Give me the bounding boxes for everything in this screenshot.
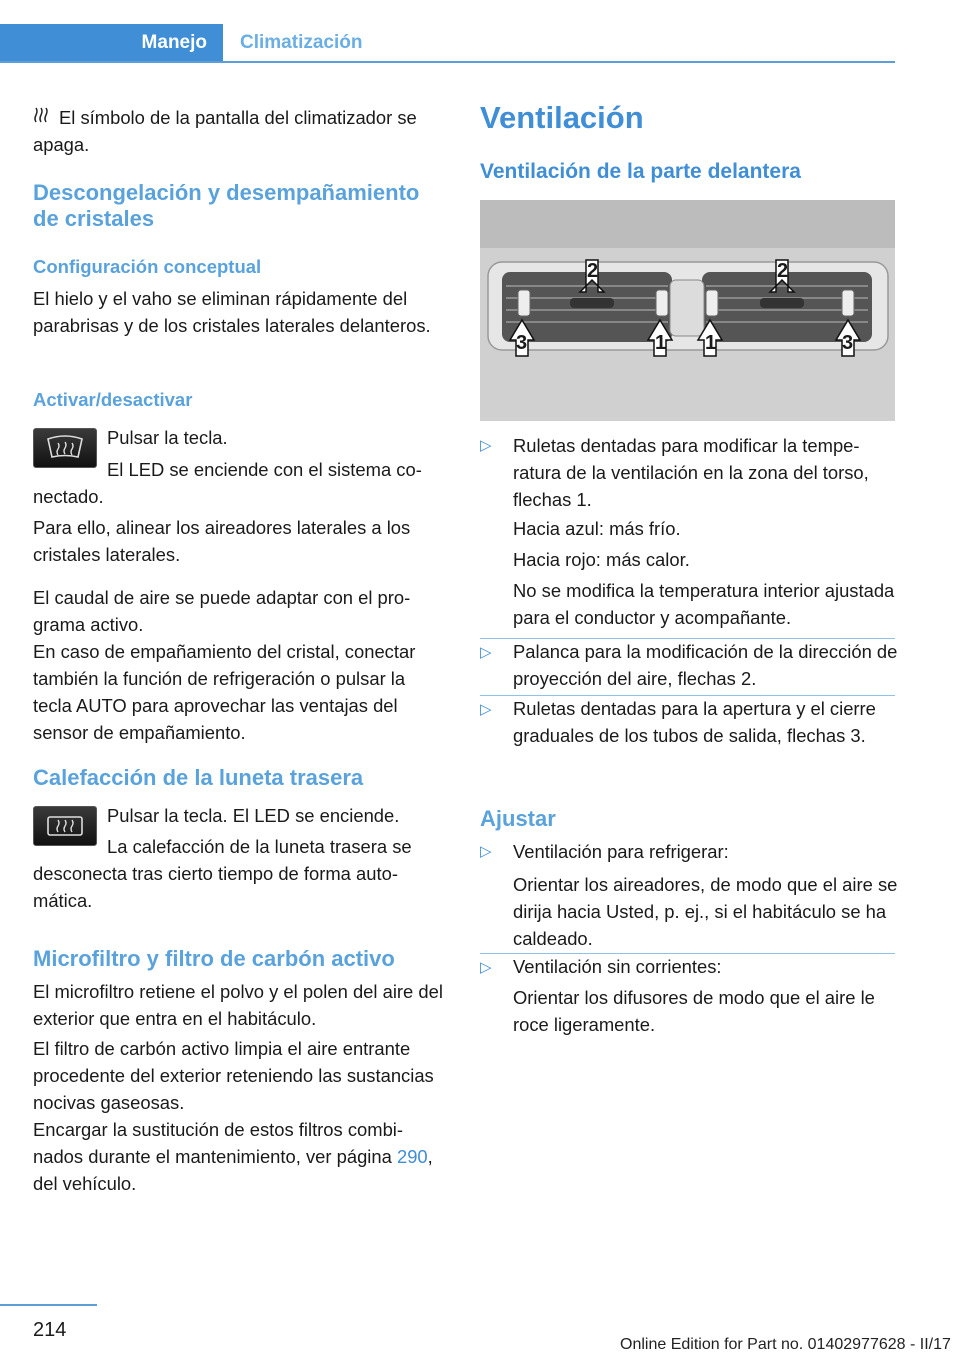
figure-label: 2	[777, 260, 789, 282]
figure-label: 3	[516, 332, 528, 354]
heading-ventilacion-delantera: Ventilación de la parte delantera	[480, 160, 801, 183]
bullet-triangle-icon: ▷	[480, 644, 492, 661]
list-item: Ventilación sin corrientes:	[513, 956, 722, 977]
paragraph-pulsar: Pulsar la tecla.	[107, 427, 228, 448]
heading-configuracion: Configuración conceptual	[33, 256, 262, 277]
defrost-symbol-icon	[33, 104, 51, 131]
heading-ventilacion: Ventilación	[480, 100, 644, 135]
heading-filtro: Microfiltro y filtro de carbón activo	[33, 946, 395, 971]
figure-label: 2	[587, 260, 599, 282]
tab-climatizacion[interactable]: Climatización	[240, 32, 363, 53]
list-item: Palanca para la modificación de la dirección de proyección del aire, flechas 2.	[513, 641, 898, 689]
bullet-triangle-icon: ▷	[480, 701, 492, 718]
list-item: Ruletas dentadas para modificar la temperatura de la ventilación en la zona del torso, flechas 1.	[513, 435, 869, 510]
figure-label: 1	[655, 332, 667, 354]
list-item: Orientar los difusores de modo que el aire le roce ligeramente.	[513, 987, 875, 1035]
bullet-triangle-icon: ▷	[480, 843, 492, 860]
heading-activar: Activar/desactivar	[33, 389, 193, 410]
paragraph-led: El LED se enciende con el sistema conectado.	[33, 459, 422, 507]
bullet-triangle-icon: ▷	[480, 959, 492, 976]
figure-label: 1	[705, 332, 717, 354]
paragraph-alinear: Para ello, alinear los aireadores laterales a los cristales laterales.	[33, 517, 411, 565]
dashboard-vents-illustration	[480, 200, 895, 421]
paragraph-filtro1: El microfiltro retiene el polvo y el polen del aire del exterior que entra en el habitáculo.	[33, 981, 443, 1029]
paragraph-pulsar2: Pulsar la tecla. El LED se enciende.	[107, 805, 400, 826]
bullet-triangle-icon: ▷	[480, 437, 492, 454]
list-item: Ventilación para refrigerar:	[513, 841, 729, 862]
figure-label: 3	[842, 332, 854, 354]
heading-luneta: Calefacción de la luneta trasera	[33, 765, 364, 790]
page-number: 214	[33, 1319, 67, 1341]
paragraph-caudal: El caudal de aire se puede adaptar con el programa activo.	[33, 587, 411, 635]
vent-figure	[480, 200, 895, 421]
paragraph-filtro2: El filtro de carbón activo limpia el aire entrante procedente del exterior reteniendo las sustancias nocivas gaseosas.	[33, 1038, 434, 1113]
heading-ajustar: Ajustar	[480, 806, 556, 831]
list-item: No se modifica la temperatura interior ajustada para el conductor y acompañante.	[513, 580, 895, 628]
paragraph-filtro3: Encargar la sustitución de estos filtros combinados durante el mantenimiento, ver página 290, del vehículo.	[33, 1119, 433, 1194]
list-item: Ruletas dentadas para la apertura y el cierre graduales de los tubos de salida, flechas 3.	[513, 698, 876, 746]
heading-descongelacion: Descongelación y desempañamiento de cristales	[33, 180, 420, 231]
paragraph-configuracion: El hielo y el vaho se eliminan rápidamente del parabrisas y de los cristales laterales delanteros.	[33, 288, 431, 336]
intro-paragraph: El símbolo de la pantalla del climatizador se apaga.	[33, 104, 445, 158]
edition-note: Online Edition for Part no. 01402977628 - II/17	[620, 1336, 951, 1353]
page-link-290[interactable]: 290	[396, 1146, 428, 1167]
list-item: Hacia azul: más frío.	[513, 518, 681, 539]
paragraph-luneta: La calefacción de la luneta trasera se desconecta tras cierto tiempo de forma automática.	[33, 836, 412, 911]
tab-manejo[interactable]: Manejo	[0, 24, 223, 61]
footer-rule	[0, 1304, 97, 1306]
paragraph-empanamiento: En caso de empañamiento del cristal, conectar también la función de refrigeración o pulsar la tecla AUTO para aprovechar las ventajas del sensor de empañamiento.	[33, 641, 416, 743]
list-item: Hacia rojo: más calor.	[513, 549, 690, 570]
list-item: Orientar los aireadores, de modo que el aire se dirija hacia Usted, p. ej., si el habitáculo se ha caldeado.	[513, 874, 898, 949]
